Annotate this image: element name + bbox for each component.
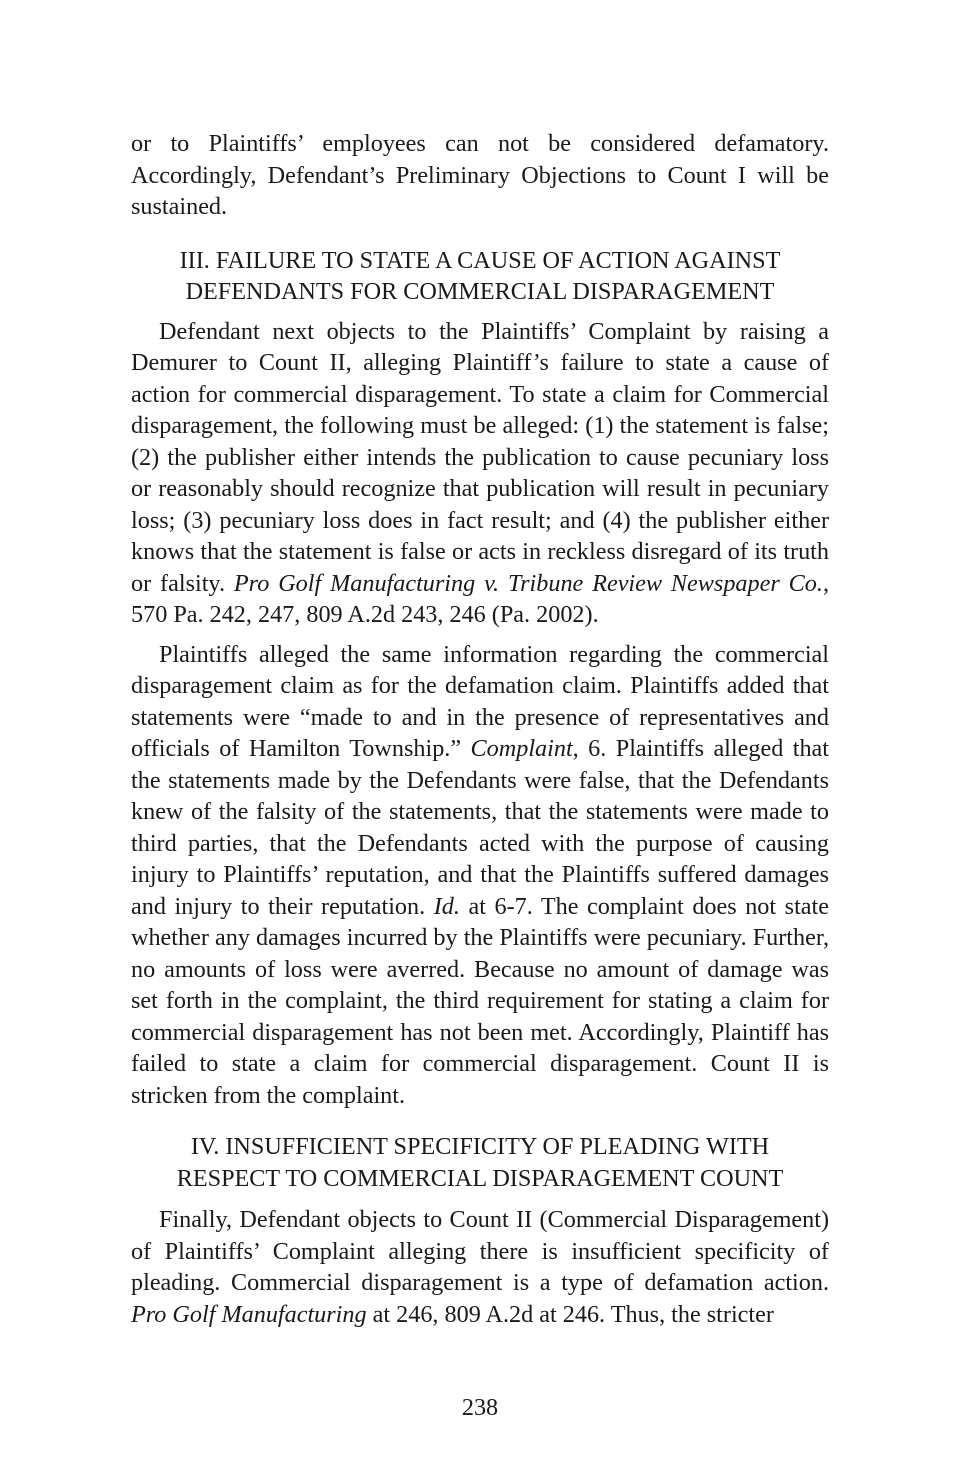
complaint-citation: Complaint: [470, 735, 573, 762]
document-page: [131, 128, 829, 1330]
case-citation-pro-golf-short: Pro Golf Manufacturing: [131, 1300, 367, 1328]
section-4-heading-line-2: RESPECT TO COMMERCIAL DISPARAGEMENT COUNT: [176, 1164, 784, 1192]
section-3-p1-citation-tail: , 570 Pa. 242, 247, 809 A.2d 243, 246 (Pa. 2002).: [131, 569, 829, 628]
id-citation: Id.: [433, 892, 460, 920]
section-3-heading: [131, 245, 829, 308]
section-4-heading-line-1: IV. INSUFFICIENT SPECIFICITY OF PLEADING WITH: [190, 1133, 770, 1160]
section-4-paragraph-1: [131, 1204, 829, 1330]
section-3-paragraph-2: [131, 639, 829, 1112]
case-citation-pro-golf: Pro Golf Manufacturing v. Tribune Review Newspaper Co.: [233, 569, 823, 597]
intro-paragraph: or to Plaintiffs’ employees can not be considered defamatory. Accordingly, Defendant’s Preliminary Objections to Count I will be sustained.: [131, 130, 829, 220]
section-3-heading-line-1: III. FAILURE TO STATE A CAUSE OF ACTION AGAINST: [179, 246, 781, 274]
section-3-paragraph-1: [131, 316, 829, 631]
page-number: 238: [461, 1394, 499, 1421]
section-3-p2-text-c: at 6-7. The complaint does not state whether any damages incurred by the Plaintiffs were pecuniary. Further, no amounts of loss were averred. Because no amount of damage was set forth in the complaint, the third requirement for stating a claim for commercial disparagement has not been met. Accordingly, Plaintiff has failed to state a claim for commercial disparagement. Count II is stricken from the complaint.: [131, 892, 829, 1109]
section-4-heading: [131, 1131, 829, 1194]
section-3-p2-text-b: , 6. Plaintiffs alleged that the statements made by the Defendants were false, that the Defendants knew of the falsity of the statements, that the statements were made to third parties, that the Defendants acted with the purpose of causing injury to Plaintiffs’ reputation, and that the Plaintiffs suffered damages and injury to their reputation.: [131, 735, 829, 920]
section-4-p1-text-b: at 246, 809 A.2d at 246. Thus, the stricter: [366, 1300, 774, 1328]
section-3-p1-text: Defendant next objects to the Plaintiffs’ Complaint by raising a Demurer to Count II, alleging Plaintiff’s failure to state a cause of action for commercial disparagement. To state a claim for Commercial disparagement, the following must be alleged: (1) the statement is false; (2) the publisher either intends the publication to cause pecuniary loss or reasonably should recognize that publication will result in pecuniary loss; (3) pecuniary loss does in fact result; and (4) the publisher either knows that the statement is false or acts in reckless disregard of its truth or falsity.: [131, 317, 829, 597]
section-4-p1-text-a: Finally, Defendant objects to Count II (Commercial Disparagement) of Plaintiffs’ Complaint alleging there is insufficient specificity of pleading. Commercial disparagement is a type of defamation action.: [131, 1206, 829, 1296]
section-3-p2-text-a: Plaintiffs alleged the same information regarding the commercial disparagement claim as for the defamation claim. Plaintiffs added that statements were “made to and in the presence of representatives and officials of Hamilton Township.”: [131, 640, 829, 762]
section-3-heading-line-2: DEFENDANTS FOR COMMERCIAL DISPARAGEMENT: [185, 278, 775, 305]
